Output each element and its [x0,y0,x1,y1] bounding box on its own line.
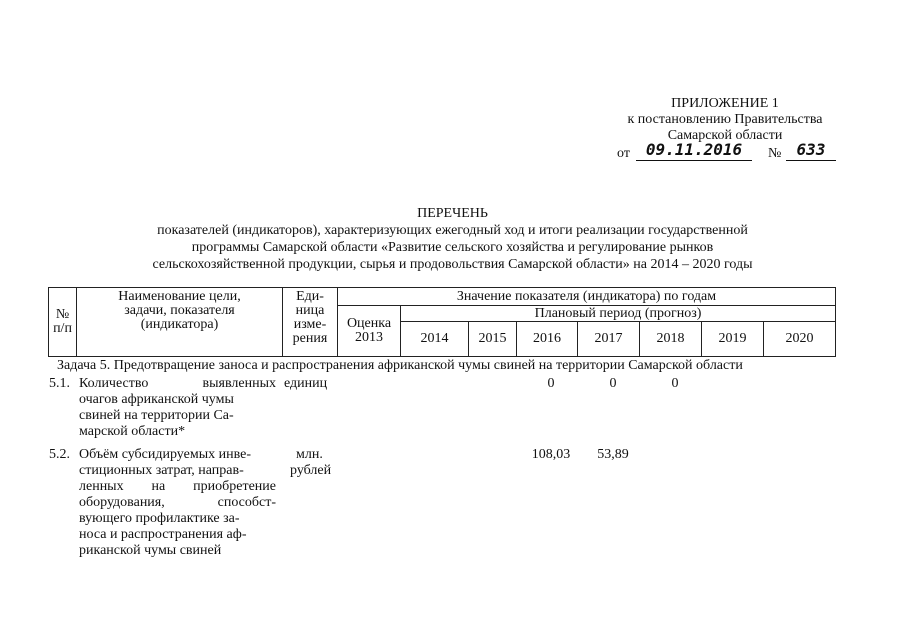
row-unit-line: млн. [296,447,323,462]
header-estimate: Оценка 2013 [338,306,401,357]
row-name-line [79,376,276,392]
row-value-2016: 108,03 [531,447,571,462]
number-value: 633 [796,140,826,159]
row-name-line: вующего профилактике за- [79,511,240,526]
heading-line-1: показателей (индикаторов), характеризующих ежегодный ход и итоги реализации государственной [157,223,748,238]
row-name-line: очагов африканской чумы [79,392,234,407]
row-number: 5.2. [49,447,70,462]
row-name-line: носа и распространения аф- [79,527,247,542]
heading-line-2: программы Самарской области «Развитие сельского хозяйства и регулирование рынков [191,240,714,255]
row-name-line: стиционных затрат, направ- [79,463,244,478]
row-name-word: оборудования, [79,495,165,510]
row-name-word: Количество [79,376,149,391]
row-name-line: свиней на территории Са- [79,408,234,423]
header-year-2014: 2014 [401,322,469,357]
row-value-2016: 0 [547,376,555,391]
task-row: Задача 5. Предотвращение заноса и распространения африканской чумы свиней на территории Самарской области [57,358,743,373]
row-value-2018: 0 [671,376,679,391]
row-name-word: приобретение [193,479,276,494]
row-unit-line: рублей [290,463,332,478]
date-prefix: от [617,146,630,161]
header-plan-period: Плановый период (прогноз) [401,306,836,322]
row-name-line [79,479,276,495]
appendix-title: ПРИЛОЖЕНИЕ 1 [671,96,779,111]
header-unit: Еди-ница изме-рения [283,288,338,357]
heading-line-3: сельскохозяйственной продукции, сырья и продовольствия Самарской области» на 2014 – 2020 годы [152,257,753,272]
row-name-line: риканской чумы свиней [79,543,222,558]
row-name-word: способст- [217,495,276,510]
row-name [79,376,276,440]
header-year-2016: 2016 [517,322,578,357]
row-name-line: марской области* [79,424,186,439]
indicator-table-header [48,287,836,357]
header-year-2017: 2017 [578,322,640,357]
row-value-2017: 0 [609,376,617,391]
header-name: Наименование цели, задачи, показателя (индикатора) [77,288,283,357]
row-unit: единиц [284,376,328,391]
row-name [79,447,276,559]
row-value-2017: 53,89 [597,447,629,462]
document-heading [0,205,905,273]
header-number: № п/п [49,288,77,357]
appendix-line-3: Самарской области [667,128,783,143]
number-prefix: № [768,146,782,161]
appendix-date-line [560,140,890,162]
header-values: Значение показателя (индикатора) по годам [338,288,836,306]
heading-title: ПЕРЕЧЕНЬ [417,206,488,221]
header-year-2019: 2019 [702,322,764,357]
date-underline [636,160,752,161]
date-value: 09.11.2016 [645,140,743,159]
appendix-block [560,96,890,162]
header-year-2015: 2015 [469,322,517,357]
row-name-line: Объём субсидируемых инве- [79,447,251,462]
appendix-line-2: к постановлению Правительства [627,112,823,127]
number-underline [786,160,836,161]
header-year-2020: 2020 [764,322,836,357]
header-year-2018: 2018 [640,322,702,357]
row-name-word: ленных [79,479,124,494]
row-number: 5.1. [49,376,70,391]
row-name-line [79,495,276,511]
row-unit [290,447,331,479]
row-name-word: выявленных [202,376,276,391]
row-name-word: на [151,479,166,494]
